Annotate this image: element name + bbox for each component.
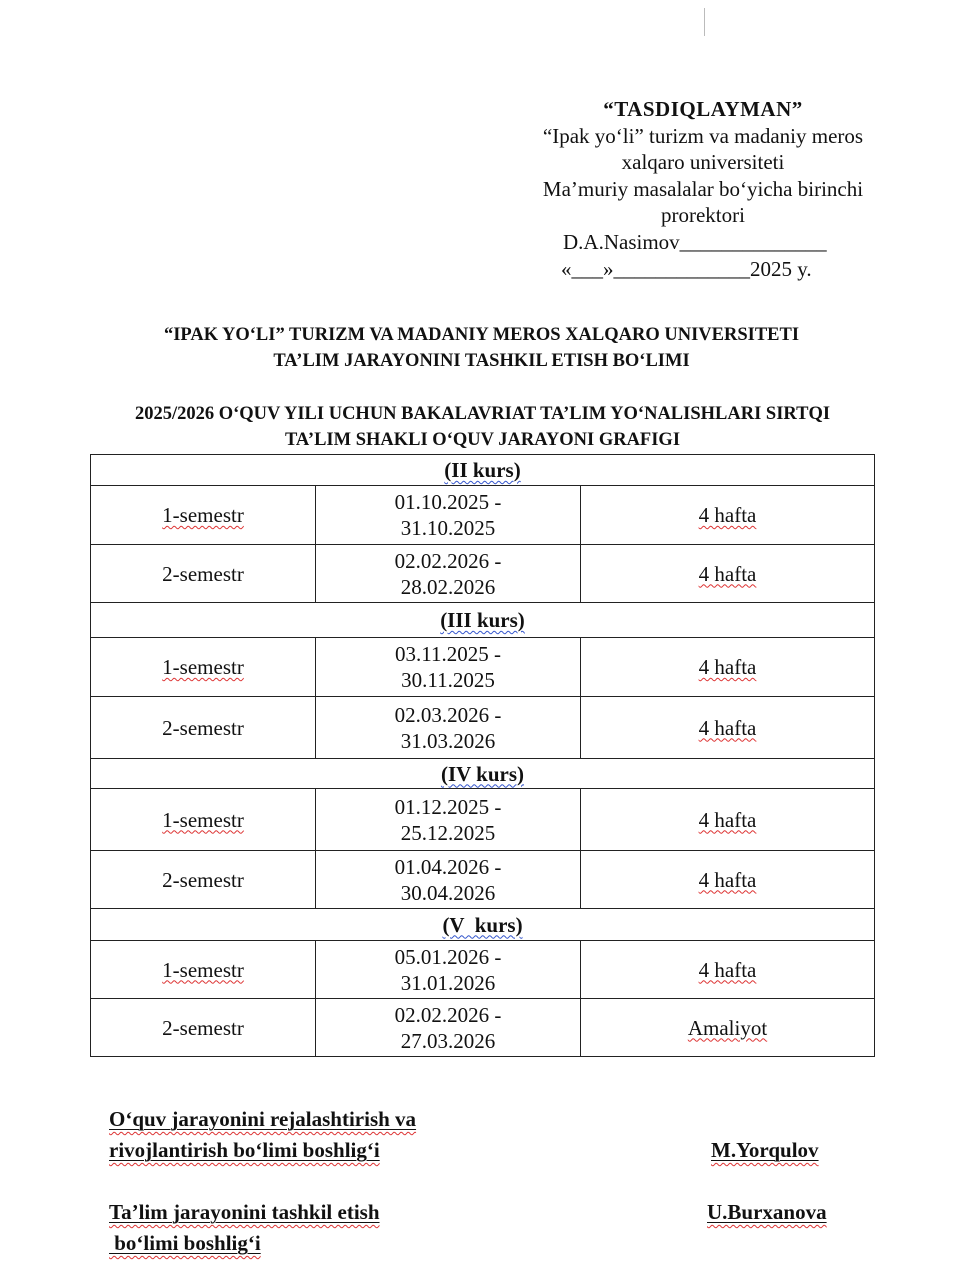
signature-name-2-text: U.Burxanova: [707, 1200, 827, 1224]
date-end: 25.12.2025: [400, 820, 496, 845]
approval-line-2: xalqaro universiteti: [621, 150, 785, 175]
date-end: 30.11.2025: [401, 668, 495, 692]
course-label: (IV kurs): [440, 761, 525, 786]
signature-title-2-line-1: Ta’lim jarayonini tashkil etish: [109, 1200, 380, 1224]
organization-heading-line-2: TA’LIM JARAYONINI TASHKIL ETISH BO‘LIMI: [273, 351, 690, 371]
duration-cell: 4 hafta: [698, 957, 757, 982]
signature-title-1-line-1: O‘quv jarayonini rejalashtirish va: [109, 1107, 417, 1131]
course-label: (II kurs): [444, 458, 521, 482]
organization-heading-line-1: “IPAK YO‘LI” TURIZM VA MADANIY MEROS XALQARO UNIVERSITETI: [163, 325, 800, 345]
semester-cell: 1-semestr: [162, 957, 244, 982]
approval-title: “TASDIQLAYMAN”: [603, 97, 803, 121]
date-end: 30.04.2026: [400, 880, 496, 905]
table-row: [91, 545, 875, 603]
signature-title-2-line-2: bo‘limi boshlig‘i: [109, 1231, 261, 1255]
signature-name-2: [707, 1197, 827, 1228]
date-start: 02.03.2026 -: [394, 702, 502, 727]
schedule-heading: [0, 401, 967, 453]
course-header-row: [91, 455, 875, 486]
signature-name-1: [711, 1135, 819, 1166]
duration-cell: 4 hafta: [698, 561, 757, 586]
semester-cell: 2-semestr: [162, 1015, 244, 1040]
course-label: (V kurs): [442, 912, 523, 937]
semester-cell: 1-semestr: [162, 503, 244, 527]
date-start: 01.12.2025 -: [394, 794, 502, 819]
table-row: [91, 941, 875, 999]
course-header-row: [91, 759, 875, 789]
date-end: 27.03.2026: [400, 1028, 496, 1053]
approval-line-1: “Ipak yo‘li” turizm va madaniy meros: [542, 123, 864, 148]
date-start: 02.02.2026 -: [394, 548, 502, 573]
approval-date: «___»_____________2025 y.: [561, 256, 812, 281]
semester-cell: 2-semestr: [162, 867, 244, 892]
schedule-table: [90, 454, 875, 1057]
semester-cell: 2-semestr: [162, 715, 244, 740]
signature-name-1-text: M.Yorqulov: [711, 1138, 819, 1162]
table-row: [91, 999, 875, 1057]
date-end: 31.10.2025: [400, 516, 496, 540]
table-row: [91, 851, 875, 909]
table-row: [91, 638, 875, 697]
schedule-heading-line-1: 2025/2026 O‘QUV YILI UCHUN BAKALAVRIAT TA’LIM YO‘NALISHLARI SIRTQI: [134, 404, 831, 424]
semester-cell: 2-semestr: [162, 561, 244, 586]
duration-cell: 4 hafta: [698, 715, 757, 740]
date-start: 05.01.2026 -: [394, 944, 502, 969]
text-cursor-mark: [704, 8, 705, 36]
semester-cell: 1-semestr: [162, 655, 244, 679]
duration-cell: 4 hafta: [698, 867, 757, 892]
date-start: 03.11.2025 -: [395, 642, 501, 666]
date-start: 01.04.2026 -: [394, 854, 502, 879]
approval-line-4: prorektori: [661, 203, 745, 228]
table-row: [91, 486, 875, 545]
date-start: 02.02.2026 -: [394, 1002, 502, 1027]
duration-cell: 4 hafta: [698, 655, 757, 679]
duration-cell: Amaliyot: [687, 1015, 768, 1040]
date-end: 31.01.2026: [400, 970, 496, 995]
date-end: 31.03.2026: [400, 728, 496, 753]
duration-cell: 4 hafta: [698, 807, 757, 832]
duration-cell: 4 hafta: [698, 503, 757, 527]
course-header-row: [91, 603, 875, 638]
table-row: [91, 789, 875, 851]
organization-heading: [0, 322, 966, 374]
signature-title-1-line-2: rivojlantirish bo‘limi boshlig‘i: [109, 1138, 380, 1162]
approval-signer: D.A.Nasimov______________: [563, 229, 827, 254]
date-start: 01.10.2025 -: [394, 490, 502, 514]
approval-line-3: Ma’muriy masalalar bo‘yicha birinchi: [542, 176, 864, 201]
approval-block: [480, 96, 926, 282]
semester-cell: 1-semestr: [162, 807, 244, 832]
signature-title-1: [109, 1104, 416, 1166]
course-header-row: [91, 909, 875, 941]
date-end: 28.02.2026: [400, 574, 496, 599]
table-row: [91, 697, 875, 759]
signature-title-2: [109, 1197, 380, 1259]
course-label: (III kurs): [440, 608, 525, 632]
schedule-heading-line-2: TA’LIM SHAKLI O‘QUV JARAYONI GRAFIGI: [284, 430, 681, 450]
